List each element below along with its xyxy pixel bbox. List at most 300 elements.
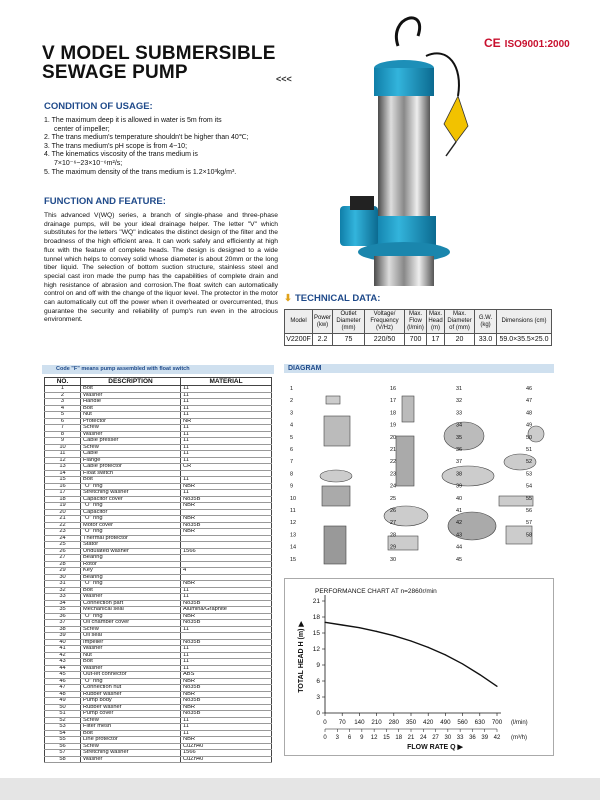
table-cell: 11: [181, 717, 272, 724]
diagram-label: 1: [290, 386, 294, 392]
table-cell: 8: [45, 431, 81, 438]
table-header: Max. Head (m): [427, 310, 445, 334]
x2-tick-label: 6: [347, 735, 352, 741]
table-cell: 11: [181, 425, 272, 432]
table-cell: 42: [45, 652, 81, 659]
table-cell: 11: [181, 457, 272, 464]
table-cell: No35B: [181, 600, 272, 607]
diagram-label: 48: [526, 410, 533, 417]
diagram-label: 24: [390, 483, 397, 490]
diagram-label: 57: [526, 520, 533, 527]
table-cell: CuZn40: [181, 756, 272, 763]
table-header: Max. Flow (l/min): [405, 310, 427, 334]
diagram-label: 47: [526, 398, 533, 405]
table-cell: NBR: [181, 503, 272, 510]
diagram-label: 49: [526, 422, 533, 429]
table-cell: "O" ring: [81, 483, 181, 490]
data-point: [393, 635, 394, 636]
x2-tick-label: 30: [444, 735, 452, 741]
table-header: Outlet Diameter (mm): [333, 310, 365, 334]
table-cell: 11: [181, 412, 272, 419]
table-cell: No35B: [181, 496, 272, 503]
diagram-label: 41: [456, 508, 463, 514]
data-point: [342, 624, 343, 625]
table-header: G.W. (kg): [475, 310, 497, 334]
usage-item: 7×10⁻⁶~23×10⁻⁶m²/s;: [54, 159, 123, 167]
table-cell: 11: [181, 652, 272, 659]
diagram-label: 8: [290, 471, 294, 478]
table-cell: 52: [45, 717, 81, 724]
diagram-label: 11: [290, 508, 296, 514]
title-line-2: SEWAGE PUMP: [42, 62, 188, 83]
table-header-row: [45, 378, 272, 386]
table-cell: 19: [45, 503, 81, 510]
data-point: [428, 647, 429, 648]
table-cell: Washer: [81, 756, 181, 763]
table-cell: V2200F: [285, 334, 313, 346]
table-cell: 38: [45, 626, 81, 633]
table-cell: Capacitor cover: [81, 496, 181, 503]
table-cell: "O" ring: [81, 613, 181, 620]
table-cell: No35B: [181, 522, 272, 529]
table-cell: Screw: [81, 444, 181, 451]
diagram-label: 7: [290, 459, 294, 466]
y-tick-label: 6: [316, 678, 320, 685]
data-point: [410, 640, 411, 641]
table-cell: 700: [405, 334, 427, 346]
table-cell: Washer: [81, 646, 181, 653]
x2-tick-label: 42: [493, 735, 501, 741]
table-cell: NBR: [181, 737, 272, 744]
table-cell: Protector: [81, 418, 181, 425]
table-cell: Bolt: [81, 587, 181, 594]
table-cell: Line protector: [81, 737, 181, 744]
usage-item: 1. The maximum deep it is allowed in water is 5m from its: [44, 117, 222, 124]
table-row: [285, 334, 552, 346]
diagram-label: 30: [390, 556, 397, 563]
diagram-label: 54: [526, 483, 533, 490]
table-header: NO.: [45, 378, 81, 386]
iso-text: ISO9001:2000: [504, 39, 570, 50]
table-cell: Stator: [81, 542, 181, 549]
table-cell: 75: [333, 334, 365, 346]
x2-tick-label: 36: [469, 735, 476, 741]
table-header: Voltage/ Frequency (V/Hz): [365, 310, 405, 334]
table-cell: 11: [181, 724, 272, 731]
table-cell: 1566: [181, 750, 272, 757]
table-cell: 21: [45, 516, 81, 523]
table-cell: 51: [45, 711, 81, 718]
x2-tick-label: 0: [323, 735, 327, 741]
table-cell: Rubber washer: [81, 691, 181, 698]
x-tick-label: 280: [388, 719, 399, 726]
table-cell: CuZn40: [181, 743, 272, 750]
table-cell: Bolt: [81, 659, 181, 666]
table-cell: 11: [181, 386, 272, 393]
table-cell: 55: [45, 737, 81, 744]
table-cell: "O" ring: [81, 529, 181, 536]
table-cell: 11: [181, 444, 272, 451]
table-cell: 27: [45, 555, 81, 562]
table-cell: Screw: [81, 425, 181, 432]
diagram-label: 3: [290, 410, 294, 417]
table-cell: 25: [45, 542, 81, 549]
usage-item: 2. The trans medium's temperature shouldn't be higher than 40℃;: [44, 134, 249, 142]
table-cell: NBR: [181, 613, 272, 620]
table-cell: 17: [45, 490, 81, 497]
x-tick-label: 0: [323, 719, 327, 726]
table-cell: 11: [181, 659, 272, 666]
diagram-label: 12: [290, 520, 297, 527]
table-cell: 35: [45, 607, 81, 614]
table-cell: 26: [45, 548, 81, 555]
table-cell: 11: [181, 587, 272, 594]
diagram-label: 16: [390, 386, 397, 392]
diagram-label: 22: [390, 459, 397, 466]
data-point: [462, 663, 463, 664]
table-cell: ABS: [181, 672, 272, 679]
head-curve: [325, 622, 497, 686]
table-header: Power (kw): [313, 310, 333, 334]
table-cell: 9: [45, 438, 81, 445]
x-unit-label: (l/min): [511, 720, 528, 726]
diagram-label: 34: [456, 422, 463, 429]
table-cell: Oil chamber cover: [81, 620, 181, 627]
table-cell: 34: [45, 600, 81, 607]
x-tick-label: 630: [474, 719, 485, 726]
pump-image: [338, 6, 478, 294]
table-cell: 11: [181, 665, 272, 672]
table-cell: Bolt: [81, 405, 181, 412]
table-cell: NBR: [181, 529, 272, 536]
diagram-label: 51: [526, 447, 533, 453]
table-cell: 57: [45, 750, 81, 757]
technical-data-table: [284, 309, 552, 346]
diagram-label: 39: [456, 483, 463, 490]
title-line-1: V MODEL SUBMERSIBLE: [42, 43, 276, 64]
table-cell: "O" ring: [81, 581, 181, 588]
table-cell: 11: [181, 399, 272, 406]
diagram-label: 2: [290, 398, 294, 405]
data-point: [359, 627, 360, 628]
iso-certification: [484, 36, 570, 50]
performance-chart-svg: [285, 579, 555, 757]
table-cell: Rubber washer: [81, 704, 181, 711]
table-cell: 33: [45, 594, 81, 601]
table-cell: Pump body: [81, 698, 181, 705]
table-cell: No35B: [181, 698, 272, 705]
table-cell: Washer: [81, 392, 181, 399]
table-cell: Filter mesh: [81, 724, 181, 731]
diagram-label: 42: [456, 520, 463, 527]
table-cell: NBR: [181, 691, 272, 698]
exploded-diagram: [284, 376, 554, 572]
table-cell: 2.2: [313, 334, 333, 346]
table-cell: NBR: [181, 581, 272, 588]
y-tick-label: 3: [316, 694, 320, 701]
table-cell: Washer: [81, 594, 181, 601]
table-cell: Flange: [81, 457, 181, 464]
tech-heading: [284, 293, 380, 304]
x2-tick-label: 24: [419, 735, 427, 741]
table-cell: 23: [45, 529, 81, 536]
table-cell: 30: [45, 574, 81, 581]
table-cell: 11: [181, 490, 272, 497]
table-cell: NBR: [181, 516, 272, 523]
feature-text: This advanced V(WQ) series, a branch of single-phase and three-phase drainage pumps, will be your ideal drainage helper. The letter "V" which substitutes for the letters "WQ" indicates the distinct design of the filter and the broadness of the high efficient area. It can work safely and efficiently at high flux with the feature of complete heads. The design is designed to a wide tunnel which helps to convey solid whose diameter is about 20mm or the long tiber liquid. The selection of bottom suction structure, stainless steel and special cast iron made the pump has the capabilities of complete drain and high resistance of abrasion and corrosion.The float switch can automatically control on and off with the change of the liquor level. The protector in the motor can automatically cut off the power when it overheated or overcurrented, thus guarantee the security and reliability of pump's run even in the atrocious environment.: [44, 212, 278, 324]
x-tick-label: 140: [354, 719, 365, 726]
table-cell: Capacitor: [81, 509, 181, 516]
parts-table: [44, 377, 272, 763]
table-cell: Connection part: [81, 600, 181, 607]
diagram-label: 28: [390, 532, 397, 539]
x-tick-label: 490: [440, 719, 451, 726]
diagram-label: 17: [390, 398, 397, 405]
y-axis-title: TOTAL HEAD H (m) ▶: [298, 621, 305, 693]
table-cell: Bearing: [81, 574, 181, 581]
x-tick-label: 560: [457, 719, 468, 726]
ce-mark: CE: [484, 36, 501, 50]
x2-tick-label: 21: [407, 735, 415, 741]
diagram-label: 53: [526, 471, 533, 478]
diagram-label: 27: [390, 520, 397, 527]
table-cell: No35B: [181, 711, 272, 718]
diagram-label: 25: [390, 495, 397, 502]
diagram-label: 4: [290, 422, 294, 429]
table-cell: No35B: [181, 620, 272, 627]
table-cell: 59.0×35.5×25.0: [497, 334, 552, 346]
table-cell: 11: [181, 730, 272, 737]
diagram-label: 5: [290, 434, 294, 441]
data-point: [496, 686, 497, 687]
diagram-label: 14: [290, 544, 297, 551]
table-cell: Bearing: [81, 555, 181, 562]
diagram-label: 33: [456, 410, 463, 417]
usage-item: 3. The trans medium's pH scope is from 4~10;: [44, 142, 188, 150]
diagram-label: 32: [456, 398, 463, 405]
table-cell: 28: [45, 561, 81, 568]
table-cell: 45: [45, 672, 81, 679]
table-cell: 11: [181, 431, 272, 438]
table-cell: Bolt: [81, 730, 181, 737]
diagram-label: 35: [456, 434, 463, 441]
table-cell: 2: [45, 392, 81, 399]
table-cell: 32: [45, 587, 81, 594]
table-cell: Out-let connector: [81, 672, 181, 679]
table-cell: 15: [45, 477, 81, 484]
x-tick-label: 210: [371, 719, 382, 726]
code-note: Code "F" means pump assembled with float switch: [42, 365, 274, 374]
usage-item: center of impeller;: [54, 125, 110, 133]
table-cell: 37: [45, 620, 81, 627]
table-cell: 11: [181, 646, 272, 653]
table-cell: 4: [45, 405, 81, 412]
table-cell: Screw: [81, 717, 181, 724]
table-cell: 13: [45, 464, 81, 471]
x-tick-label: 70: [338, 719, 346, 726]
table-cell: 31: [45, 581, 81, 588]
table-cell: 58: [45, 756, 81, 763]
diagram-label: 44: [456, 544, 463, 551]
x2-tick-label: 33: [456, 735, 464, 741]
x2-tick-label: 39: [481, 735, 489, 741]
table-cell: Float switch: [81, 470, 181, 477]
usage-list: [44, 117, 294, 177]
table-row: [45, 756, 272, 763]
diagram-label: 10: [290, 495, 297, 502]
table-cell: 40: [45, 639, 81, 646]
table-cell: Nut: [81, 652, 181, 659]
x-tick-label: 350: [405, 719, 417, 726]
diagram-label: 37: [456, 459, 463, 466]
table-cell: NBR: [181, 483, 272, 490]
table-cell: No35B: [181, 685, 272, 692]
table-cell: 11: [45, 451, 81, 458]
table-cell: Washer: [81, 665, 181, 672]
usage-heading: CONDITION OF USAGE:: [44, 101, 153, 112]
y-tick-label: 9: [316, 662, 320, 669]
table-cell: NBR: [181, 704, 272, 711]
tech-heading-text: TECHNICAL DATA:: [294, 293, 381, 304]
table-cell: "O" ring: [81, 516, 181, 523]
table-cell: CR: [181, 464, 272, 471]
y-tick-label: 12: [312, 646, 320, 653]
table-cell: 6: [45, 418, 81, 425]
diagram-label: 26: [390, 508, 397, 514]
table-cell: 220/50: [365, 334, 405, 346]
table-cell: Cable: [81, 451, 181, 458]
table-cell: "O" ring: [81, 503, 181, 510]
data-point: [324, 622, 325, 623]
y-tick-label: 18: [312, 614, 320, 621]
table-cell: 11: [181, 392, 272, 399]
diagram-label: 19: [390, 422, 397, 429]
table-cell: 22: [45, 522, 81, 529]
table-header: DESCRIPTION: [81, 378, 181, 386]
data-point: [445, 654, 446, 655]
x2-tick-label: 3: [335, 735, 339, 741]
table-cell: 5: [45, 412, 81, 419]
table-cell: 14: [45, 470, 81, 477]
table-cell: Undulated washer: [81, 548, 181, 555]
table-header: Dimensions (cm): [497, 310, 552, 334]
table-cell: NR: [181, 418, 272, 425]
table-cell: 10: [45, 444, 81, 451]
diagram-label: 58: [526, 532, 533, 539]
table-cell: Connection nut: [81, 685, 181, 692]
diagram-label: 13: [290, 532, 297, 539]
table-cell: 54: [45, 730, 81, 737]
table-cell: 56: [45, 743, 81, 750]
performance-chart: [284, 578, 554, 756]
table-cell: Motor cover: [81, 522, 181, 529]
table-header: Max. Diameter of (mm): [445, 310, 475, 334]
x2-tick-label: 27: [432, 735, 439, 741]
table-cell: 41: [45, 646, 81, 653]
feature-heading: FUNCTION AND FEATURE:: [44, 196, 166, 207]
x-tick-label: 420: [423, 719, 434, 726]
diagram-heading: DIAGRAM: [284, 364, 554, 373]
y-tick-label: 21: [312, 598, 320, 605]
table-cell: Handle: [81, 399, 181, 406]
diagram-label: 29: [390, 544, 397, 551]
diagram-label: 23: [390, 471, 397, 478]
y-tick-label: 0: [316, 710, 320, 717]
usage-item: 5. The maximum density of the trans medium is 1.2×10³kg/m³.: [44, 168, 237, 176]
table-cell: Alumina/Graphite: [181, 607, 272, 614]
table-cell: 11: [181, 405, 272, 412]
x2-tick-label: 15: [383, 735, 390, 741]
table-cell: 3: [45, 399, 81, 406]
table-cell: 4: [181, 568, 272, 575]
diagram-label: 38: [456, 471, 463, 478]
diagram-label: 15: [290, 556, 297, 563]
table-cell: 33.0: [475, 334, 497, 346]
table-cell: 12: [45, 457, 81, 464]
table-cell: Screw: [81, 626, 181, 633]
table-cell: Stretching washer: [81, 750, 181, 757]
table-header-row: [285, 310, 552, 334]
diagram-label: 43: [456, 532, 463, 539]
diagram-label: 21: [390, 447, 397, 453]
x2-tick-label: 9: [360, 735, 364, 741]
diagram-label: 52: [526, 459, 533, 466]
table-cell: 20: [445, 334, 475, 346]
data-point: [376, 631, 377, 632]
data-point: [479, 674, 480, 675]
footer-bar: [0, 778, 600, 800]
x2-unit-label: (m³/h): [511, 735, 527, 741]
x-tick-label: 700: [491, 719, 503, 726]
table-cell: Mechanical seal: [81, 607, 181, 614]
table-cell: Pump cover: [81, 711, 181, 718]
table-cell: Screw: [81, 743, 181, 750]
table-cell: Oil seal: [81, 633, 181, 640]
table-cell: 11: [181, 477, 272, 484]
table-cell: 50: [45, 704, 81, 711]
diagram-label: 36: [456, 447, 463, 453]
table-cell: 1: [45, 386, 81, 393]
y-tick-label: 15: [312, 630, 320, 637]
usage-item: 4. The kinematics viscosity of the trans medium is: [44, 151, 198, 159]
table-cell: 39: [45, 633, 81, 640]
x2-tick-label: 12: [370, 735, 378, 741]
diagram-label: 6: [290, 447, 294, 453]
diagram-label: 55: [526, 495, 533, 502]
table-cell: 16: [45, 483, 81, 490]
diagram-label: 20: [390, 434, 397, 441]
page-title: [42, 44, 276, 82]
diagram-label: 31: [456, 386, 463, 392]
table-cell: No35B: [181, 639, 272, 646]
table-cell: Rotor: [81, 561, 181, 568]
table-cell: 11: [181, 438, 272, 445]
diagram-label: 56: [526, 508, 533, 514]
table-cell: 24: [45, 535, 81, 542]
table-cell: 1566: [181, 548, 272, 555]
table-cell: Impeller: [81, 639, 181, 646]
diagram-label: 9: [290, 483, 294, 490]
diagram-label: 40: [456, 495, 463, 502]
x2-tick-label: 18: [395, 735, 403, 741]
table-cell: Key: [81, 568, 181, 575]
diagram-label: 50: [526, 434, 533, 441]
table-cell: "O" ring: [81, 678, 181, 685]
arrow-down-icon: ⬇: [284, 293, 292, 304]
diagram-label: 45: [456, 556, 463, 563]
table-cell: 44: [45, 665, 81, 672]
table-header: MATERIAL: [181, 378, 272, 386]
